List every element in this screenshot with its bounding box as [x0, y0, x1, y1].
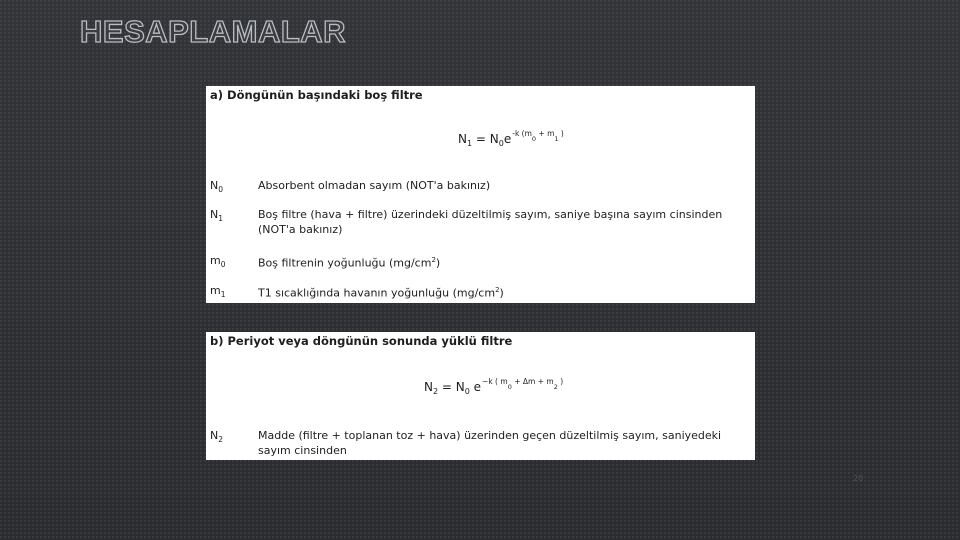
exponent-sub: 0: [531, 135, 537, 143]
unit-superscript: 2: [431, 256, 436, 264]
definition-m0: [258, 253, 750, 271]
symbol-letter: N: [210, 208, 219, 221]
exponent-part: + Δm + m: [511, 377, 554, 386]
formula-exp-base: e: [503, 132, 512, 146]
definition-tail: ): [435, 256, 441, 270]
definition-text: Boş filtrenin yoğunluğu (mg/cm: [258, 256, 432, 270]
definition-n2: Madde (filtre + toplanan toz + hava) üzerinden geçen düzeltilmiş sayım, saniyedeki sayım cinsinden: [258, 429, 722, 457]
unit-superscript: 2: [495, 286, 500, 294]
formula-exp-base: e: [469, 380, 482, 394]
symbol-letter: m: [210, 284, 221, 297]
formula-panel-empty-filter: [206, 86, 755, 303]
exponent-part: ): [557, 377, 564, 386]
definition-tail: ): [499, 286, 504, 300]
symbol-letter: N: [210, 179, 219, 192]
symbol-m0: [210, 254, 226, 267]
formula-rhs: = N: [438, 380, 465, 394]
definition-n1: Boş filtre (hava + filtre) üzerindeki düzeltilmiş sayım, saniye başına sayım cinsinden (NOT'a bakınız): [258, 208, 723, 236]
slide-title: HESAPLAMALAR: [80, 14, 347, 49]
symbol-n1: [210, 208, 223, 221]
exponent-part: ): [558, 129, 564, 138]
definition-n0: Absorbent olmadan sayım (NOT'a bakınız): [258, 179, 491, 192]
section-heading: a) Döngünün başındaki boş filtre: [210, 88, 423, 102]
exponent-sub: 2: [553, 383, 558, 391]
formula-lhs-sub: 2: [432, 387, 439, 396]
formula-exponent: [512, 129, 564, 143]
symbol-sub: 1: [220, 290, 226, 299]
symbol-letter: m: [210, 254, 221, 267]
exponent-part: + m: [536, 129, 555, 138]
exponent-sub: 1: [554, 135, 559, 143]
symbol-letter: N: [210, 429, 219, 442]
symbol-n2: [210, 429, 223, 442]
definition-text: T1 sıcaklığında havanın yoğunluğu (mg/cm: [258, 286, 496, 300]
symbol-sub: 0: [218, 185, 224, 194]
page-number: 20: [853, 474, 864, 483]
exponent-part: -k (m: [512, 129, 532, 138]
symbol-sub: 2: [218, 435, 224, 444]
symbol-sub: 1: [218, 214, 224, 223]
formula-exponent: [482, 377, 564, 391]
definition-m1: [258, 283, 750, 301]
exponent-sub: 0: [507, 383, 512, 391]
formula-lhs: N: [424, 380, 433, 394]
formula-lhs: N: [458, 132, 467, 146]
formula-n1: [458, 129, 564, 148]
symbol-m1: [210, 284, 226, 297]
formula-rhs: = N: [472, 132, 499, 146]
symbol-sub: 0: [220, 260, 226, 269]
formula-lhs-sub: 1: [466, 139, 473, 148]
formula-panel-loaded-filter: [206, 332, 755, 460]
symbol-n0: [210, 179, 223, 192]
formula-n2: [424, 377, 564, 396]
section-heading: b) Periyot veya döngünün sonunda yüklü filtre: [210, 334, 513, 348]
formula-rhs-sub: 0: [464, 387, 470, 396]
exponent-part: −k ( m: [482, 377, 508, 386]
formula-rhs-sub: 0: [498, 139, 504, 148]
